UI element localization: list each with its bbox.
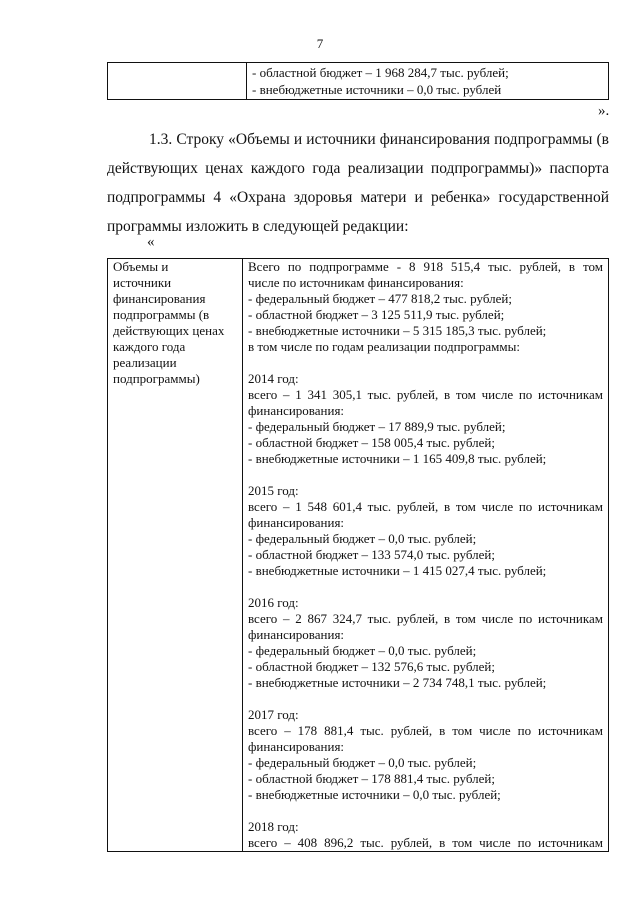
label-line: Объемы и: [113, 259, 169, 274]
top-table-line: - внебюджетные источники – 0,0 тыс. рублей: [252, 82, 502, 97]
label-line: подпрограммы): [113, 371, 200, 386]
page-number: 7: [316, 36, 324, 51]
year-regional: - областной бюджет – 133 574,0 тыс. рублей;: [248, 547, 495, 562]
close-quote: ».: [598, 103, 610, 119]
year-heading: 2017 год:: [248, 707, 299, 722]
label-line: подпрограммы (в: [113, 307, 210, 322]
year-total: всего – 1 548 601,4 тыс. рублей, в том числе по источникам: [248, 499, 603, 514]
summary-total-cont: числе по источникам финансирования:: [248, 275, 464, 290]
year-total-cont: финансирования:: [248, 515, 345, 530]
year-extra: - внебюджетные источники – 1 165 409,8 тыс. рублей;: [248, 451, 547, 466]
year-total-cont: финансирования:: [248, 403, 345, 418]
year-total-cont: финансирования:: [248, 739, 345, 754]
label-line: реализации: [113, 355, 177, 370]
label-line: каждого года: [113, 339, 186, 354]
year-heading: 2015 год:: [248, 483, 299, 498]
year-regional: - областной бюджет – 158 005,4 тыс. рублей;: [248, 435, 495, 450]
top-table-left-cell: [108, 63, 247, 100]
year-extra: - внебюджетные источники – 0,0 тыс. рублей;: [248, 787, 501, 802]
financing-table: [107, 258, 609, 852]
year-extra: - внебюджетные источники – 1 415 027,4 тыс. рублей;: [248, 563, 547, 578]
year-total: всего – 2 867 324,7 тыс. рублей, в том числе по источникам: [248, 611, 603, 626]
label-line: источники: [113, 275, 172, 290]
year-regional: - областной бюджет – 132 576,6 тыс. рублей;: [248, 659, 495, 674]
financing-label-cell: [108, 259, 243, 852]
year-total: всего – 178 881,4 тыс. рублей, в том числе по источникам: [248, 723, 603, 738]
year-total: всего – 1 341 305,1 тыс. рублей, в том числе по источникам: [248, 387, 603, 402]
label-line: действующих ценах: [113, 323, 225, 338]
top-table-line: - областной бюджет – 1 968 284,7 тыс. рублей;: [252, 65, 509, 80]
summary-regional: - областной бюджет – 3 125 511,9 тыс. рублей;: [248, 307, 505, 322]
year-total-cont: финансирования:: [248, 627, 345, 642]
financing-value-cell: [243, 259, 609, 852]
year-federal: - федеральный бюджет – 0,0 тыс. рублей;: [248, 531, 477, 546]
label-line: финансирования: [113, 291, 206, 306]
year-federal: - федеральный бюджет – 0,0 тыс. рублей;: [248, 755, 477, 770]
paragraph-text: 1.3. Строку «Объемы и источники финансирования подпрограммы (в действующих ценах каждого года реализации подпрограммы)» паспорта подпрограммы 4 «Охрана здоровья матери и ребенка» государственной программы изложить в следующей редакции:: [107, 131, 609, 235]
year-federal: - федеральный бюджет – 17 889,9 тыс. рублей;: [248, 419, 506, 434]
summary-extra: - внебюджетные источники – 5 315 185,3 тыс. рублей;: [248, 323, 547, 338]
open-quote: «: [147, 234, 155, 250]
top-table-right-cell: [247, 63, 609, 100]
year-heading: 2016 год:: [248, 595, 299, 610]
year-heading: 2018 год:: [248, 819, 299, 834]
year-regional: - областной бюджет – 178 881,4 тыс. рублей;: [248, 771, 495, 786]
summary-by-years: в том числе по годам реализации подпрограммы:: [248, 339, 520, 354]
summary-federal: - федеральный бюджет – 477 818,2 тыс. рублей;: [248, 291, 512, 306]
year-heading: 2014 год:: [248, 371, 299, 386]
top-table: [107, 62, 609, 100]
summary-total: Всего по подпрограмме - 8 918 515,4 тыс. рублей, в том: [248, 259, 603, 274]
year-extra: - внебюджетные источники – 2 734 748,1 тыс. рублей;: [248, 675, 547, 690]
year-total: всего – 408 896,2 тыс. рублей, в том числе по источникам: [248, 835, 603, 850]
year-federal: - федеральный бюджет – 0,0 тыс. рублей;: [248, 643, 477, 658]
amendment-paragraph: [107, 125, 609, 241]
